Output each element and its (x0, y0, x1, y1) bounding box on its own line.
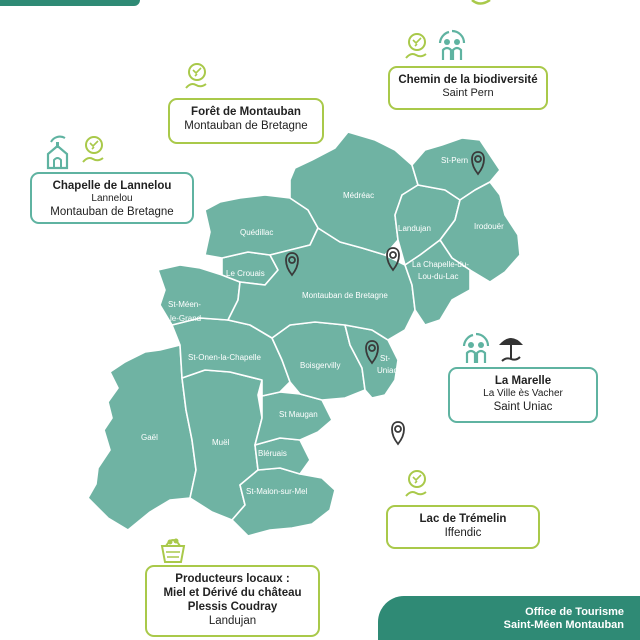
place-hamlet: La Ville ès Vacher (483, 388, 563, 399)
place-location: Saint Pern (442, 87, 494, 99)
label-st-uniac-1: St- (380, 354, 391, 363)
label-st-onen: St-Onen-la-Chapelle (188, 353, 261, 362)
place-card-chapelle[interactable] (30, 172, 194, 224)
beach-umbrella-icon (496, 331, 526, 365)
place-title-line3: Plessis Coudray (187, 601, 278, 613)
place-title: La Marelle (494, 375, 552, 387)
nature-icon (403, 32, 429, 62)
place-card-tremelin[interactable] (386, 505, 540, 549)
place-location: Montauban de Bretagne (184, 120, 308, 132)
label-le-crouais: Le Crouais (226, 269, 265, 278)
label-st-meen-1: St-Méen- (168, 300, 201, 309)
label-st-uniac-2: Uniac (377, 366, 398, 375)
place-title-line2: Miel et Dérivé du château (163, 587, 302, 599)
family-icon (461, 331, 491, 365)
label-montauban: Montauban de Bretagne (302, 291, 388, 300)
label-quedillac: Quédillac (240, 228, 274, 237)
place-card-biodiversite[interactable] (388, 66, 548, 110)
footer-line2: Saint-Méen Montauban (503, 619, 624, 631)
place-title: Chemin de la biodiversité (398, 74, 538, 86)
place-location: Montauban de Bretagne (50, 206, 174, 218)
place-location: Saint Uniac (493, 401, 553, 413)
nature-icon (80, 134, 106, 166)
place-card-foret[interactable] (168, 98, 324, 144)
chapel-icon (43, 132, 73, 170)
place-location: Landujan (208, 615, 257, 627)
place-title: Lac de Trémelin (419, 513, 507, 525)
family-icon (437, 28, 467, 62)
label-st-maugan: St Maugan (279, 410, 318, 419)
nature-icon (403, 468, 429, 500)
label-bleruais: Bléruais (258, 449, 287, 458)
label-st-meen-2: le-Grand (170, 314, 202, 323)
map-pin-icon[interactable] (392, 422, 404, 444)
label-gael: Gaël (141, 433, 158, 442)
label-irodouer: Irodouër (474, 222, 504, 231)
label-st-pern: St-Pern (441, 156, 469, 165)
place-title: Producteurs locaux : (175, 573, 290, 585)
place-card-producteurs[interactable] (145, 565, 320, 637)
place-title: Chapelle de Lannelou (52, 180, 172, 192)
nature-icon (183, 62, 209, 92)
basket-icon (158, 534, 188, 566)
footer-line1: Office de Tourisme (525, 606, 624, 618)
place-card-marelle[interactable] (448, 367, 598, 423)
label-landujan: Landujan (398, 224, 431, 233)
label-chapelle-2: Lou-du-Lac (418, 272, 459, 281)
label-st-malon: St-Malon-sur-Mel (246, 487, 308, 496)
label-chapelle-1: La Chapelle-du- (412, 260, 469, 269)
label-medreac: Médréac (343, 191, 375, 200)
commune-st-malon[interactable] (232, 468, 335, 536)
label-boisgervilly: Boisgervilly (300, 361, 341, 370)
office-footer (378, 596, 640, 640)
place-title: Forêt de Montauban (191, 106, 301, 118)
place-hamlet: Lannelou (91, 193, 133, 204)
label-muel: Muël (212, 438, 230, 447)
place-location: Iffendic (444, 527, 482, 539)
